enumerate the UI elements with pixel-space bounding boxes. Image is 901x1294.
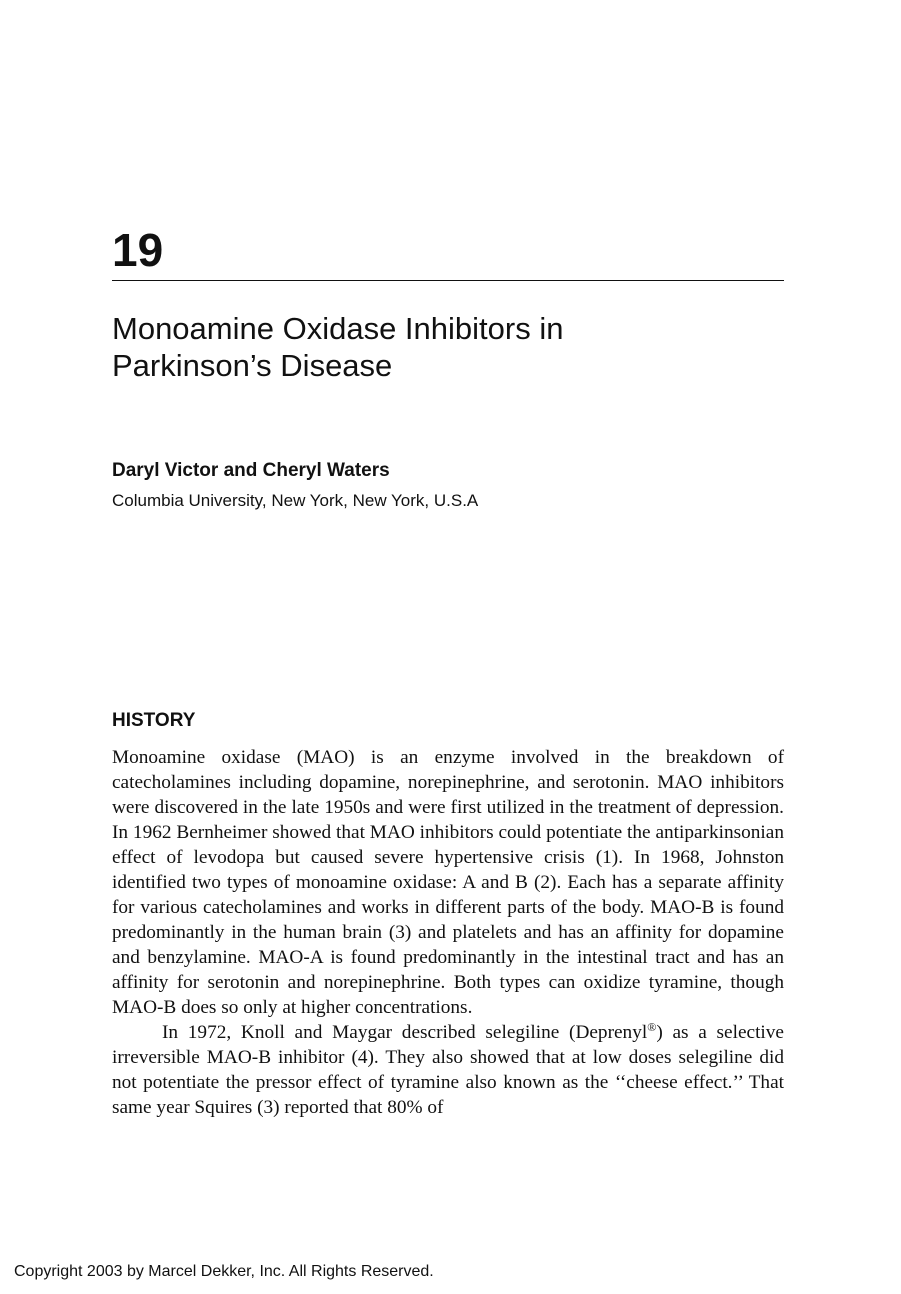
paragraph-2-end: ) as a selective irreversible MAO-B inhibitor (4). They also showed that at low doses selegiline did not potentiate the pressor effect of tyramine also known as the ‘‘cheese effect.’’ That same year Squires (3) reported that 80% of — [112, 1022, 784, 1118]
paragraph-2-start: In 1972, Knoll and Maygar described selegiline (Deprenyl — [162, 1022, 648, 1043]
section-heading-history: HISTORY — [112, 710, 196, 731]
chapter-number: 19 — [112, 224, 164, 276]
chapter-title-line-1: Monoamine Oxidase Inhibitors in — [112, 311, 564, 346]
chapter-title — [112, 310, 784, 384]
paragraph-1: Monoamine oxidase (MAO) is an enzyme involved in the breakdown of catecholamines including dopamine, norepinephrine, and serotonin. MAO inhibitors were discovered in the late 1950s and were first utilized in the treatment of depression. In 1962 Bernheimer showed that MAO inhibitors could potentiate the antiparkinsonian effect of levodopa but caused severe hypertensive crisis (1). In 1968, Johnston identified two types of monoamine oxidase: A and B (2). Each has a separate affinity for various catecholamines and works in different parts of the body. MAO-B is found predominantly in the human brain (3) and platelets and has an affinity for dopamine and benzylamine. MAO-A is found predominantly in the intestinal tract and has an affinity for serotonin and norepinephrine. Both types can oxidize tyramine, though MAO-B does so only at higher concentrations. — [112, 747, 784, 1018]
chapter-title-line-2: Parkinson’s Disease — [112, 348, 393, 383]
affiliation: Columbia University, New York, New York, U.S.A — [112, 491, 479, 510]
body-text — [112, 745, 784, 1120]
authors: Daryl Victor and Cheryl Waters — [112, 460, 390, 481]
paragraph-2 — [112, 1020, 784, 1120]
copyright-notice: Copyright 2003 by Marcel Dekker, Inc. All Rights Reserved. — [14, 1263, 434, 1280]
registered-mark: ® — [647, 1020, 657, 1034]
chapter-divider — [112, 280, 784, 281]
